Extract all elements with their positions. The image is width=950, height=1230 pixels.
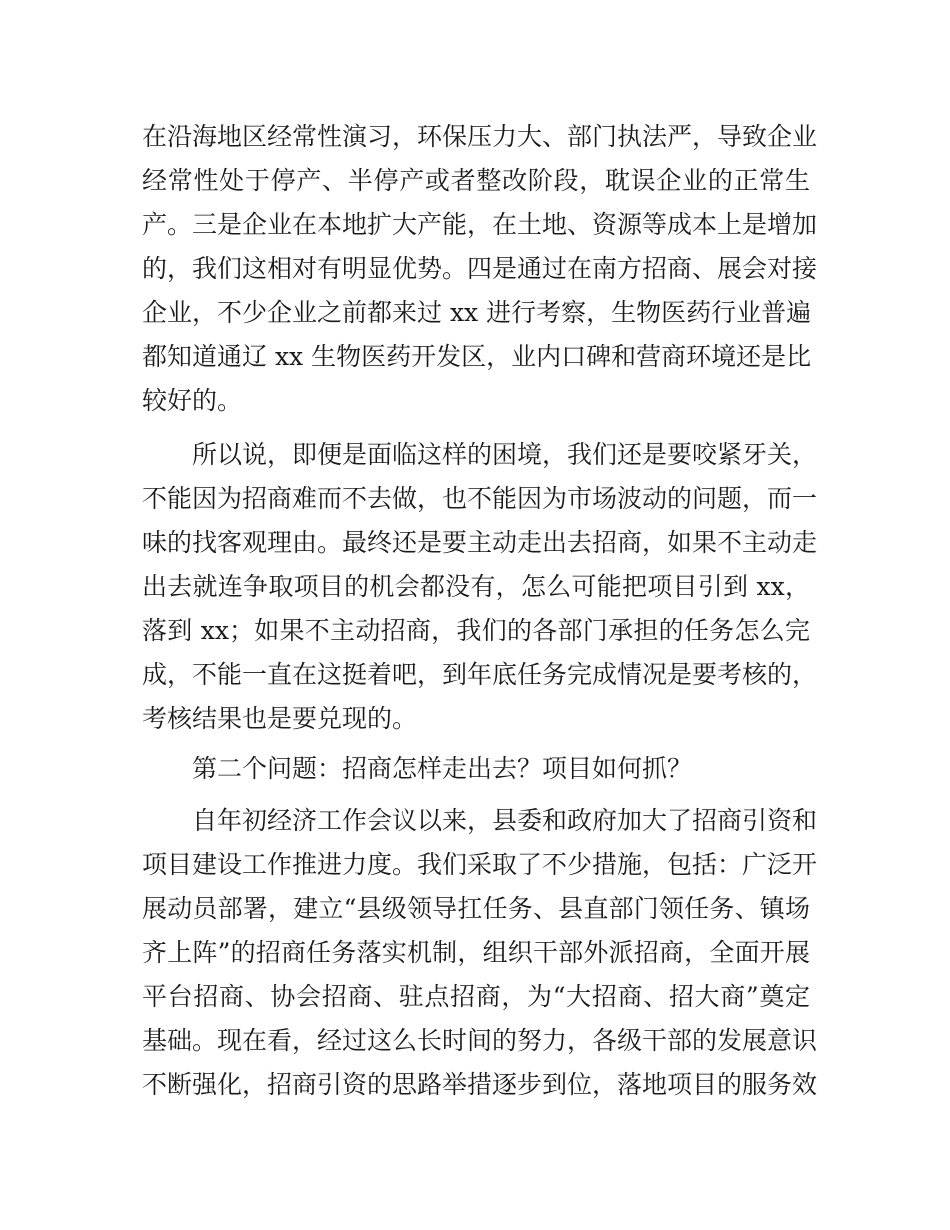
paragraph-2-line-1: 所以说，即便是面临这样的困境，我们还是要咬紧牙关，	[192, 440, 818, 469]
paragraph-2-line-2: 不能因为招商难而不去做，也不能因为市场波动的问题，而一	[142, 484, 818, 513]
paragraph-1-line-3: 产。三是企业在本地扩大产能，在土地、资源等成本上是增加	[142, 210, 818, 239]
paragraph-3-line-1: 自年初经济工作会议以来，县委和政府加大了招商引资和	[192, 806, 818, 835]
paragraph-2-line-4: 出去就连争取项目的机会都没有，怎么可能把项目引到 xx，	[142, 572, 810, 601]
paragraph-3-line-7: 不断强化，招商引资的思路举措逐步到位，落地项目的服务效	[142, 1070, 818, 1099]
section-heading: 第二个问题：招商怎样走出去？项目如何抓？	[192, 754, 693, 783]
paragraph-1-line-5: 企业，不少企业之前都来过 xx 进行考察，生物医药行业普遍	[142, 298, 812, 327]
paragraph-1-line-7: 较好的。	[142, 386, 243, 415]
paragraph-2-line-7: 考核结果也是要兑现的。	[142, 704, 418, 733]
paragraph-1-line-6: 都知道通辽 xx 生物医药开发区，业内口碑和营商环境还是比	[142, 342, 812, 371]
paragraph-3-line-6: 基础。现在看，经过这么长时间的努力，各级干部的发展意识	[142, 1026, 818, 1055]
paragraph-2-line-5: 落到 xx；如果不主动招商，我们的各部门承担的任务怎么完	[142, 616, 810, 645]
paragraph-1-line-1: 在沿海地区经常性演习，环保压力大、部门执法严，导致企业	[142, 122, 818, 151]
paragraph-1-line-4: 的，我们这相对有明显优势。四是通过在南方招商、展会对接	[142, 254, 818, 283]
paragraph-3-line-5: 平台招商、协会招商、驻点招商，为“大招商、招大商”奠定	[142, 982, 810, 1011]
paragraph-1-line-2: 经常性处于停产、半停产或者整改阶段，耽误企业的正常生	[142, 166, 810, 195]
paragraph-3-line-2: 项目建设工作推进力度。我们采取了不少措施，包括：广泛开	[142, 850, 818, 879]
paragraph-2-line-6: 成，不能一直在这挺着吧，到年底任务完成情况是要考核的，	[142, 660, 818, 689]
paragraph-3-line-4: 齐上阵”的招商任务落实机制，组织干部外派招商，全面开展	[142, 938, 810, 967]
paragraph-2-line-3: 味的找客观理由。最终还是要主动走出去招商，如果不主动走	[142, 528, 818, 557]
paragraph-3-line-3: 展动员部署，建立“县级领导扛任务、县直部门领任务、镇场	[142, 894, 810, 923]
